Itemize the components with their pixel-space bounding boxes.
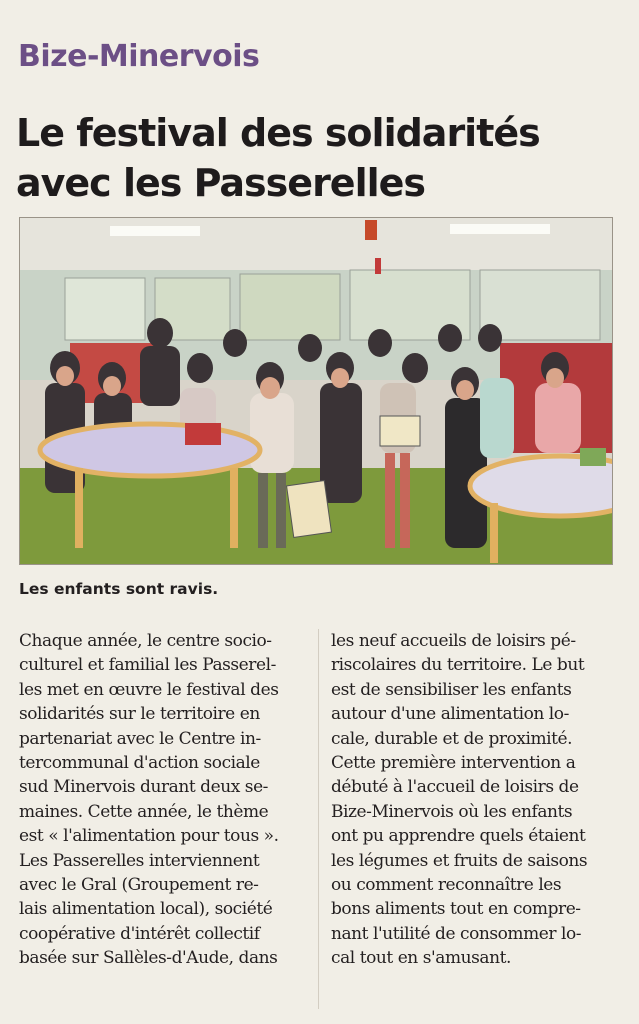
- text-line: ou comment reconnaître les: [331, 875, 562, 896]
- text-line: les légumes et fruits de saisons: [331, 850, 588, 871]
- text-line: sud Minervois durant deux se-: [19, 777, 268, 798]
- text-line: tercommunal d'action sociale: [19, 753, 260, 774]
- text-line: riscolaires du territoire. Le but: [331, 655, 585, 676]
- text-line: ont pu apprendre quels étaient: [331, 826, 586, 847]
- headline: [16, 108, 616, 208]
- text-line: est de sensibiliser les enfants: [331, 679, 572, 700]
- text-line: nant l'utilité de consommer lo-: [331, 923, 582, 944]
- text-line: cale, durable et de proximité.: [331, 728, 573, 749]
- headline-line-2: avec les Passerelles: [16, 161, 426, 205]
- text-line: bons aliments tout en compre-: [331, 899, 581, 920]
- article-photo: [19, 217, 613, 565]
- section-label: Bize-Minervois: [18, 39, 260, 74]
- text-line: lais alimentation local), société: [19, 899, 273, 920]
- text-line: autour d'une alimentation lo-: [331, 704, 569, 725]
- text-line: est « l'alimentation pour tous ».: [19, 826, 279, 847]
- text-line: les neuf accueils de loisirs pé-: [331, 631, 576, 651]
- text-line: culturel et familial les Passerel-: [19, 655, 276, 676]
- column-divider: [318, 629, 319, 1009]
- text-line: solidarités sur le territoire en: [19, 704, 260, 725]
- text-line: cal tout en s'amusant.: [331, 948, 511, 969]
- bleed-through-text: [335, 40, 635, 72]
- headline-line-1: Le festival des solidarités: [16, 111, 540, 155]
- photo-illustration: [20, 218, 612, 564]
- text-line: coopérative d'intérêt collectif: [19, 923, 260, 944]
- text-line: Chaque année, le centre socio-: [19, 631, 272, 651]
- text-line: avec le Gral (Groupement re-: [19, 875, 259, 896]
- text-line: maines. Cette année, le thème: [19, 801, 269, 822]
- text-line: basée sur Sallèles-d'Aude, dans: [19, 948, 278, 969]
- text-line: Bize-Minervois où les enfants: [331, 801, 573, 822]
- article-column-right: [331, 629, 618, 971]
- text-line: Les Passerelles interviennent: [19, 850, 260, 871]
- text-line: les met en œuvre le festival des: [19, 679, 279, 700]
- text-line: Cette première intervention a: [331, 753, 576, 774]
- text-line: partenariat avec le Centre in-: [19, 728, 261, 749]
- photo-caption: Les enfants sont ravis.: [19, 580, 219, 598]
- text-line: débuté à l'accueil de loisirs de: [331, 777, 579, 798]
- article-column-left: [19, 629, 306, 971]
